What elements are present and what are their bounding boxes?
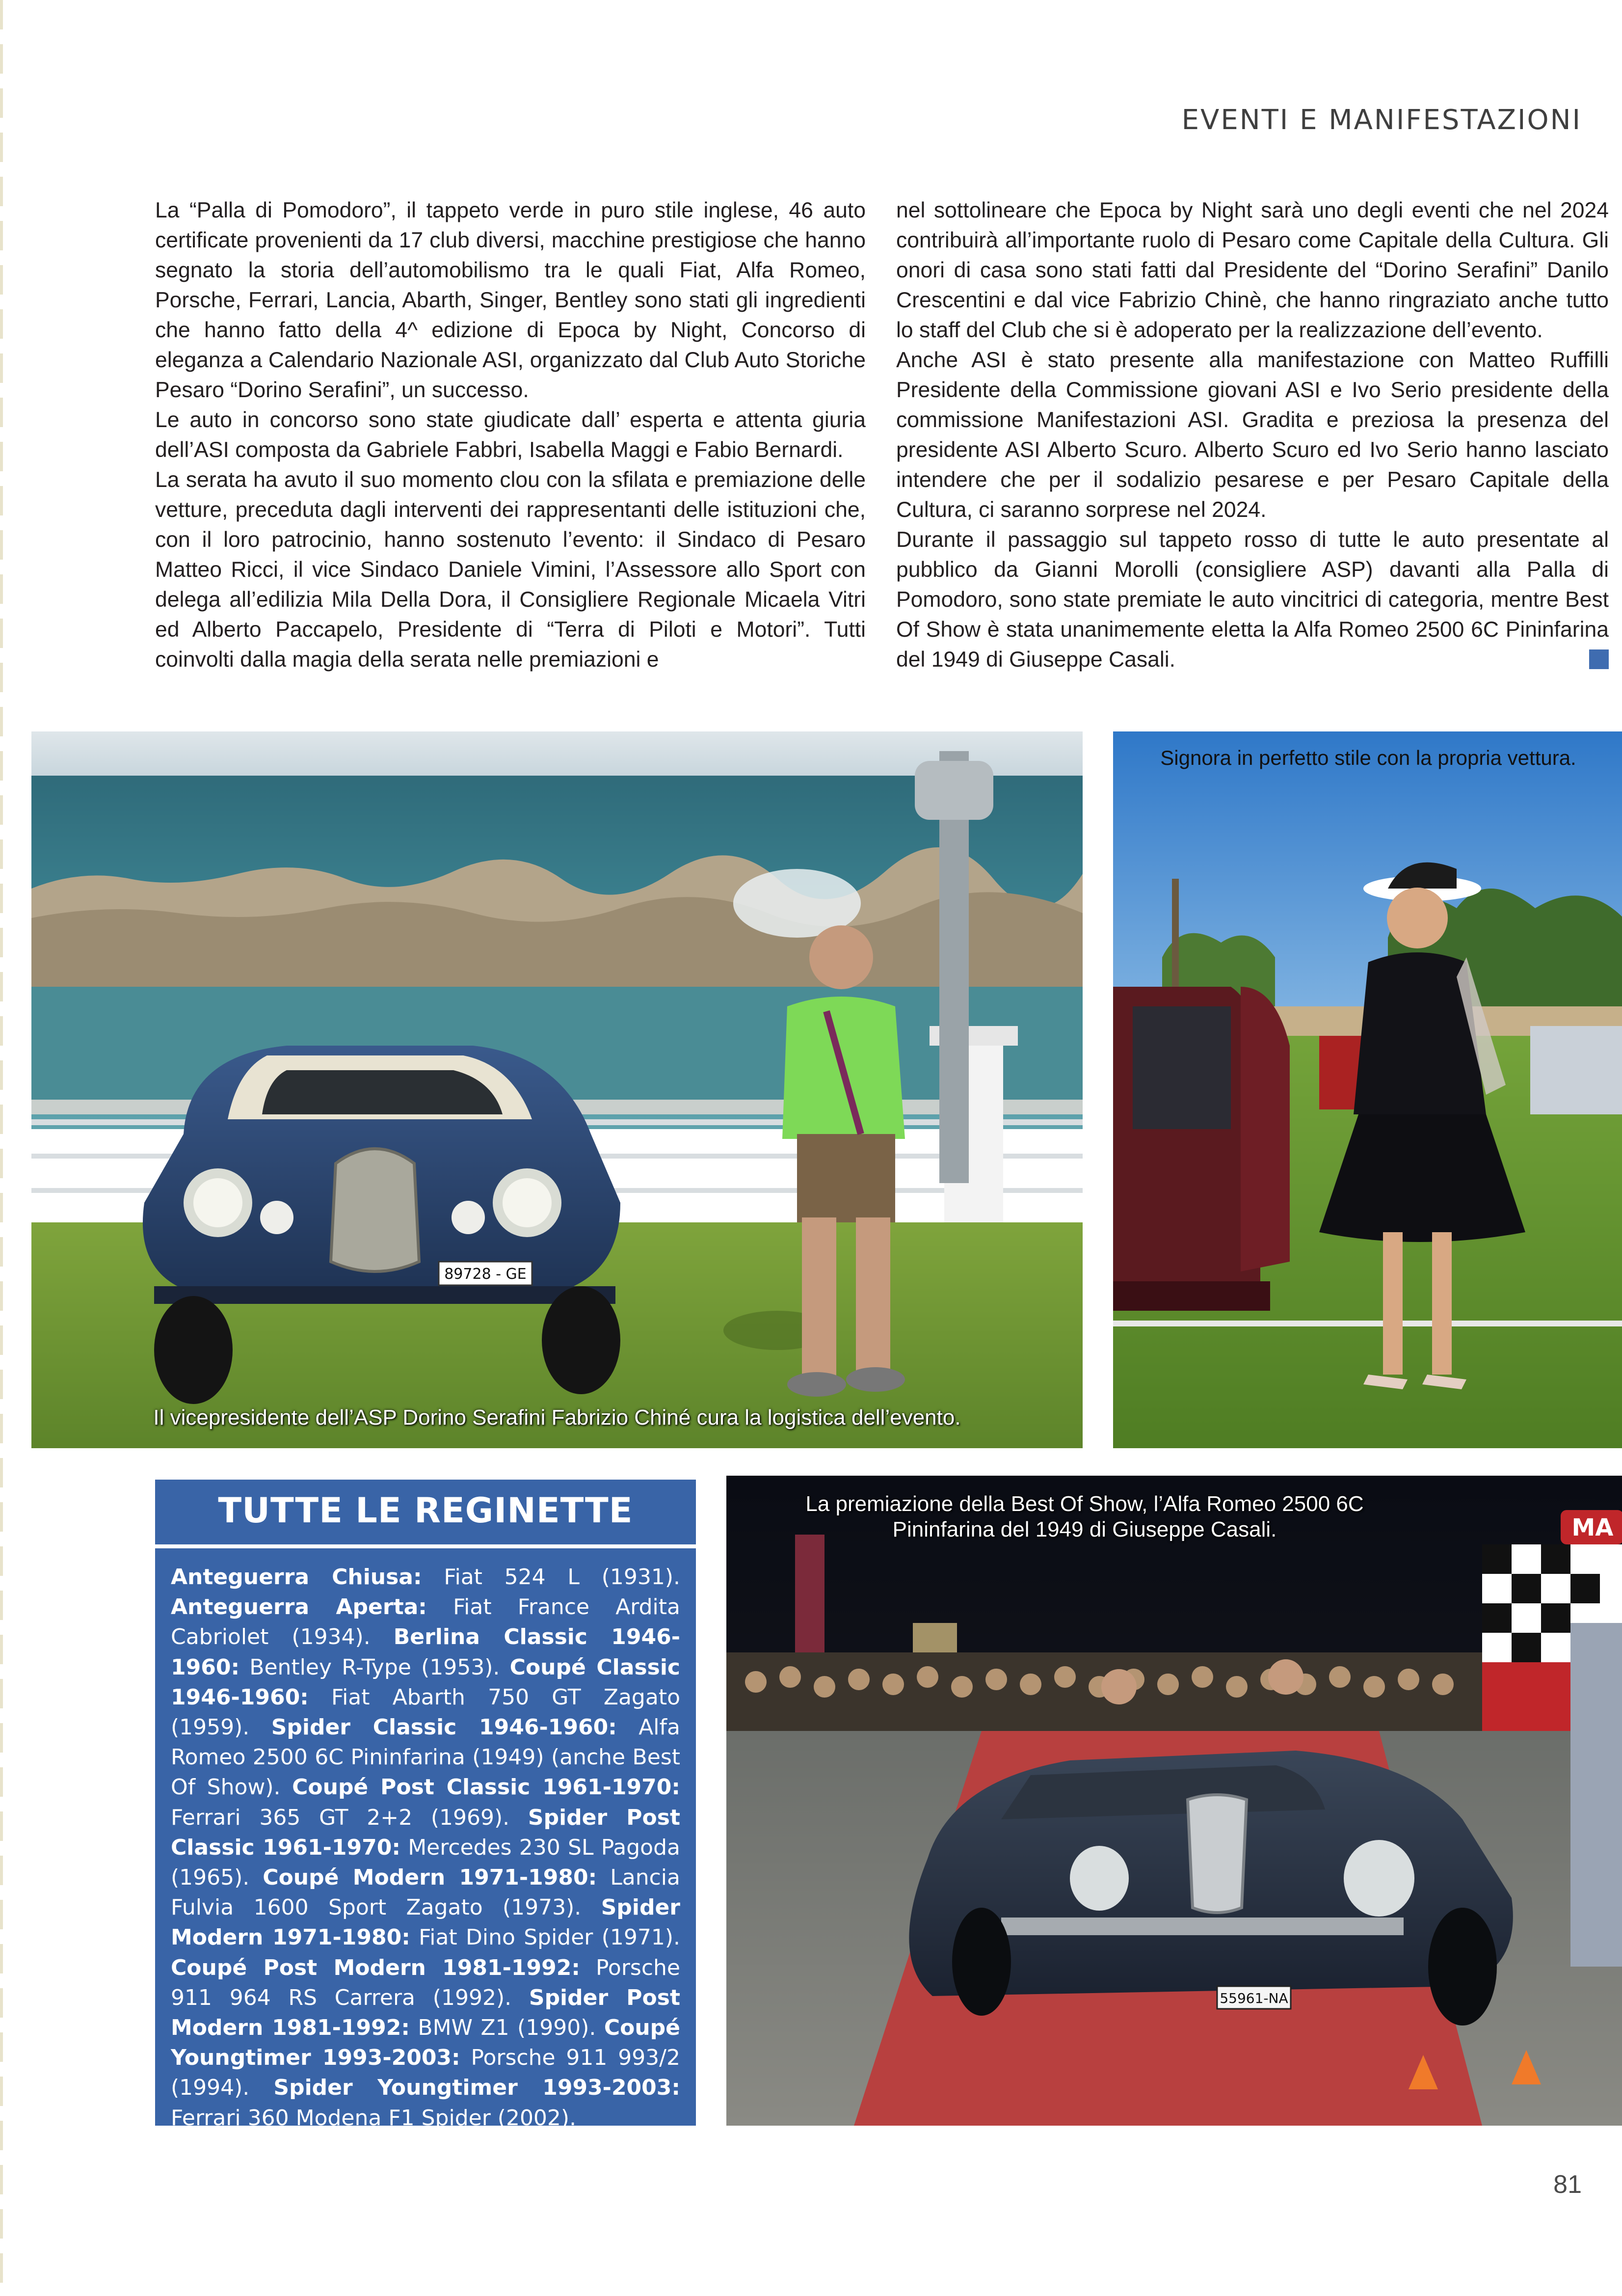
reginette-category: Anteguerra Aperta:: [171, 1594, 427, 1620]
photo-lady-car: [1113, 731, 1622, 1448]
reginette-category: Spider Post Modern 1981-1992:: [171, 1985, 680, 2041]
reginette-category: Berlina Classic 1946-1960:: [171, 1624, 680, 1680]
reginette-category: Coupé Post Modern 1981-1992:: [171, 1955, 580, 1980]
photo-lady-car-image: [1113, 731, 1622, 1448]
article-paragraph: Anche ASI è stato presente alla manifestazione con Matteo Ruffilli Presidente della Commissione giovani ASI e Ivo Serio presidente della commissione Manifestazioni ASI. Gradita e preziosa la presenza del presidente ASI Alberto Scuro. Alberto Scuro ed Ivo Serio hanno lasciato intendere che per il sodalizio pesarese e per Pesaro Capitale della Cultura, ci saranno sorprese nel 2024.: [896, 348, 1609, 522]
reginette-category: Spider Classic 1946-1960:: [271, 1715, 617, 1740]
photo-night-caption: La premiazione della Best Of Show, l’Alfa Romeo 2500 6C Pininfarina del 1949 di Giuseppe Casali.: [805, 1492, 1364, 1541]
license-plate-text: 55961-NA: [1220, 1990, 1288, 2006]
photo-night-award-image: [726, 1476, 1622, 2126]
photo-seaside-car-image: [31, 731, 1083, 1448]
section-header: EVENTI E MANIFESTAZIONI: [1181, 104, 1582, 136]
photo-night-award: [726, 1476, 1622, 2126]
reginette-category: Coupé Modern 1971-1980:: [263, 1865, 597, 1891]
article-paragraph: La serata ha avuto il suo momento clou con la sfilata e premiazione delle vetture, preceduta dagli interventi dei rappresentanti delle istituzioni che, con il loro patrocinio, hanno sostenuto l’evento: il Sindaco di Pesaro Matteo Ricci, il vice Sindaco Daniele Vimini, l’Assessore allo Sport con delega all’edilizia Mila Della Dora, il Consigliere Regionale Micaela Vitri ed Alberto Paccapelo, Presidente di “Terra di Piloti e Motori”. Tutti coinvolti dalla magia della serata nelle premiazioni e: [155, 468, 866, 672]
photo-lady-caption: Signora in perfetto stile con la propria vettura.: [1160, 746, 1576, 769]
article-column-left: [155, 195, 866, 675]
photo-seaside-caption: Il vicepresidente dell’ASP Dorino Serafini Fabrizio Chiné cura la logistica dell’evento.: [153, 1405, 961, 1430]
reginette-winner: Porsche 911 993/2 (1994).: [171, 2045, 680, 2101]
reginette-category: Coupé Classic 1946-1960:: [171, 1654, 680, 1710]
reginette-category: Anteguerra Chiusa:: [171, 1565, 422, 1590]
reginette-winner: Ferrari 360 Modena F1 Spider (2002).: [171, 2105, 577, 2131]
reginette-box: [155, 1480, 696, 2131]
reginette-winner: Fiat Abarth 750 GT Zagato (1959).: [171, 1684, 680, 1740]
page-number: 81: [1553, 2170, 1582, 2199]
reginette-box-rule: [155, 1544, 696, 1548]
reginette-category: Spider Post Classic 1961-1970:: [171, 1805, 680, 1860]
reginette-winner: Ferrari 365 GT 2+2 (1969).: [171, 1805, 510, 1830]
reginette-winner: Mercedes 230 SL Pagoda (1965).: [171, 1835, 680, 1891]
reginette-winner: Fiat 524 L (1931).: [444, 1565, 680, 1590]
article-column-right: [896, 195, 1609, 675]
reginette-category: Spider Youngtimer 1993-2003:: [273, 2075, 680, 2101]
article-paragraph: Le auto in concorso sono state giudicate dall’ esperta e attenta giuria dell’ASI composta da Gabriele Fabbri, Isabella Maggi e Fabio Bernardi.: [155, 408, 866, 462]
reginette-winner: Lancia Fulvia 1600 Sport Zagato (1973).: [171, 1865, 680, 1920]
reginette-winner: Fiat France Ardita Cabriolet (1934).: [171, 1594, 680, 1650]
photo-seaside-car: [31, 731, 1083, 1448]
reginette-winner: Porsche 911 964 RS Carrera (1992).: [171, 1955, 680, 2010]
end-of-article-square-icon: [1589, 649, 1609, 669]
article-paragraph: La “Palla di Pomodoro”, il tappeto verde in puro stile inglese, 46 auto certificate provenienti da 17 club diversi, macchine prestigiose che hanno segnato la storia dell’automobilismo tra le quali Fiat, Alfa Romeo, Porsche, Ferrari, Lancia, Abarth, Singer, Bentley sono stati gli ingredienti che hanno fatto della 4^ edizione di Epoca by Night, Concorso di eleganza a Calendario Nazionale ASI, organizzato dal Club Auto Storiche Pesaro “Dorino Serafini”, un successo.: [155, 198, 866, 402]
article-paragraph: [896, 525, 1609, 675]
reginette-winner: Alfa Romeo 2500 6C Pininfarina (1949) (anche Best Of Show).: [171, 1715, 680, 1800]
reginette-category: Coupé Post Classic 1961-1970:: [292, 1775, 680, 1800]
article-paragraph: nel sottolineare che Epoca by Night sarà uno degli eventi che nel 2024 contribuirà all’importante ruolo di Pesaro come Capitale della Cultura. Gli onori di casa sono stati fatti dal Presidente del “Dorino Serafini” Danilo Crescentini e dal vice Fabrizio Chinè, che hanno ringraziato anche tutto lo staff del Club che si è adoperato per la realizzazione dell’evento.: [896, 198, 1609, 342]
binding-edge: [0, 0, 3, 2296]
reginette-winner: Fiat Dino Spider (1971).: [419, 1925, 680, 1950]
reginette-box-title: TUTTE LE REGINETTE: [218, 1490, 633, 1531]
reginette-winner: Bentley R-Type (1953).: [249, 1654, 500, 1680]
banner-text: MA: [1571, 1514, 1614, 1541]
reginette-category: Spider Modern 1971-1980:: [171, 1895, 680, 1950]
license-plate-text: 89728 - GE: [444, 1266, 527, 1283]
reginette-list: [171, 1562, 680, 2133]
reginette-category: Coupé Youngtimer 1993-2003:: [171, 2015, 680, 2071]
article-paragraph-text: Durante il passaggio sul tappeto rosso di tutte le auto presentate al pubblico da Gianni Morolli (consigliere ASP) davanti alla Palla di Pomodoro, sono state premiate le auto vincitrici di categoria, mentre Best Of Show è stata unanimemente eletta la Alfa Romeo 2500 6C Pininfarina del 1949 di Giuseppe Casali.: [896, 528, 1609, 672]
reginette-winner: BMW Z1 (1990).: [418, 2015, 596, 2041]
